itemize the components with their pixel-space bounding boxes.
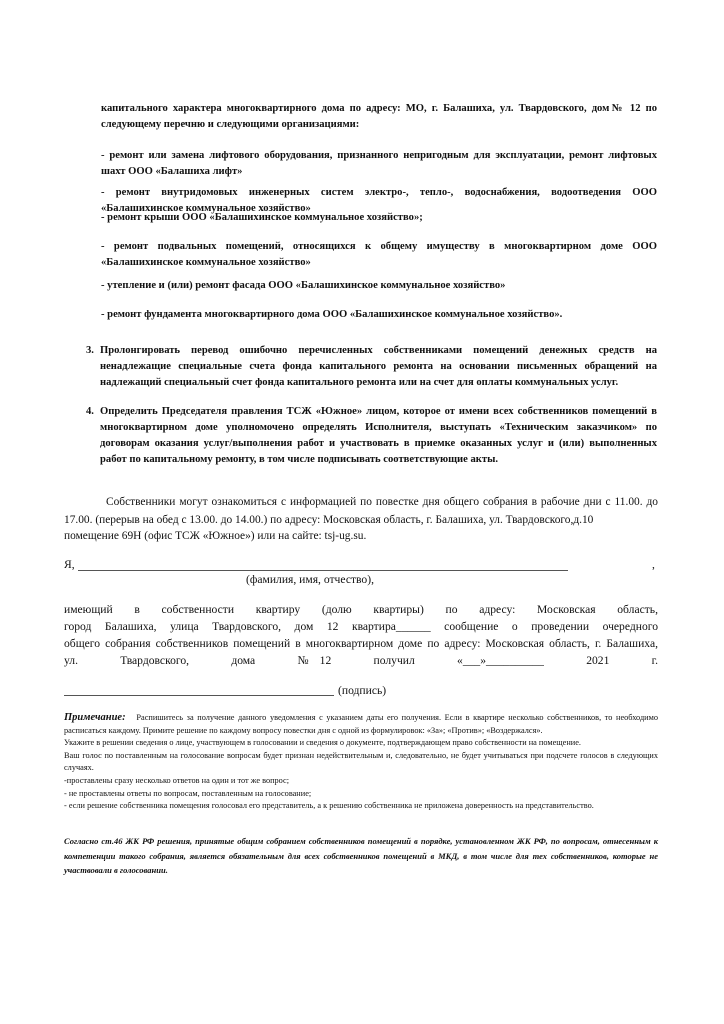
fio-caption: (фамилия, имя, отчество), (246, 573, 374, 586)
work-item-engineering: - ремонт внутридомовых инженерных систем электро-, тепло-, водоснабжения, водоотведения ООО «Балашихинское коммунальное хозяйство» (101, 187, 657, 214)
owner-text-line-2: город Балашиха, улица Твардовского, дом 12 квартира______ сообщение о проведении очередного (64, 620, 658, 633)
agenda-item-4 (86, 404, 657, 468)
work-item-facade: - утепление и (или) ремонт фасада ООО «Балашихинское коммунальное хозяйство» (101, 280, 506, 291)
work-item-basement: - ремонт подвальных помещений, относящихся к общему имуществу в многоквартирном доме ООО «Балашихинское коммунальное хозяйство» (101, 241, 657, 268)
owner-text-line-3: общего собрания собственников помещений в многоквартирном доме по адресу: Московская область, г. Балашиха, (64, 637, 658, 650)
ya-label: Я, (64, 558, 75, 571)
intro-paragraph: капитального характера многоквартирного дома по адресу: МО, г. Балашиха, ул. Твардовского, дом№ 12 по следующему перечню и следующими организациями: (101, 103, 657, 130)
agenda-item-3-text: Пролонгировать перевод ошибочно перечисленных собственниками помещений денежных средств на ненадлежащие специальные счета фонда капитального ремонта на основании письменных обращений на надлежащий специальный счет фонда капитального ремонта или на счет для оплаты коммунальных услуг. (100, 345, 657, 388)
note-line-4: -проставлены сразу несколько ответов на один и тот же вопрос; (64, 775, 290, 785)
note-line-6: - если решение собственника помещения голосовал его представитель, а к решению собственника не приложена доверенность на представительство. (64, 801, 594, 811)
note-line-2: Укажите в решении сведения о лице, участвующем в голосовании и сведения о документе, подтверждающем право собственности на помещение. (64, 738, 581, 748)
legal-note: Согласно ст.46 ЖК РФ решения, принятые общим собранием собственников помещений в порядке, установленном ЖК РФ, по вопросам, отнесенным к компетенции такого собрания, является обязательным для всех собственников помещений в МКД, в том числе для тех собственников, которые не участвовали в голосовании. (64, 836, 658, 875)
ya-comma: , (652, 558, 655, 571)
agenda-item-4-number: 4. (86, 406, 94, 417)
work-item-foundation: - ремонт фундамента многоквартирного дома ООО «Балашихинское коммунальное хозяйство». (101, 309, 563, 320)
info-paragraph: Собственники могут ознакомиться с информацией по повестке дня общего собрания в рабочие дни с 11.00. до 17.00. (перерыв на обед с 13.00. до 14.00.) по адресу: Московская область, г. Балашиха, ул. Твардовского,д.10 (64, 496, 658, 526)
info-paragraph-line2: помещение 69Н (офис ТСЖ «Южное») или на сайте: tsj-ug.su. (64, 530, 367, 542)
agenda-item-3-number: 3. (86, 345, 94, 356)
agenda-item-4-text: Определить Председателя правления ТСЖ «Южное» лицом, которое от имени всех собственников помещений в многоквартирном доме уполномочено определять Исполнителя, выступать «Техническим заказчиком» по договорам оказания услуг/выполнения работ и участвовать в приемке оказанных услуг и (или) выполненных работ по капитальному ремонту, в том числе подписывать соответствующие акты. (100, 406, 657, 465)
work-item-elevator: - ремонт или замена лифтового оборудования, признанного непригодным для эксплуатации, ремонт лифтовых шахт ООО «Балашиха лифт» (101, 150, 657, 177)
owner-text-line-4: ул. Твардовского, дома №12 получил «___»__________ 2021 г. (64, 654, 658, 667)
signature-caption: (подпись) (338, 684, 387, 697)
note-block (64, 712, 658, 813)
note-line-3: Ваш голос по поставленным на голосование вопросам будет признан недействительным и, следовательно, не будет учитываться при подсчете голосов в следующих случаях. (64, 750, 658, 773)
owner-text-line-1: имеющий в собственности квартиру (долю квартиры) по адресу: Московская область, (64, 603, 658, 616)
agenda-item-3 (86, 343, 657, 391)
fio-input-line[interactable] (78, 570, 568, 571)
signature-line[interactable] (64, 695, 334, 696)
note-title: Примечание: (64, 712, 126, 723)
note-line-5: - не проставлены ответы по вопросам, поставленным на голосование; (64, 788, 312, 798)
work-item-roof: - ремонт крыши ООО «Балашихинское коммунальное хозяйство»; (101, 212, 423, 223)
note-line-1: Распишитесь за получение данного уведомления с указанием даты его получения. Если в квартире несколько собственников, то необходимо расписаться каждому. Примите решение по каждому вопросу повестки дня с одной из формулировок: «За»; «Против»; «Воздержался». (64, 713, 659, 735)
